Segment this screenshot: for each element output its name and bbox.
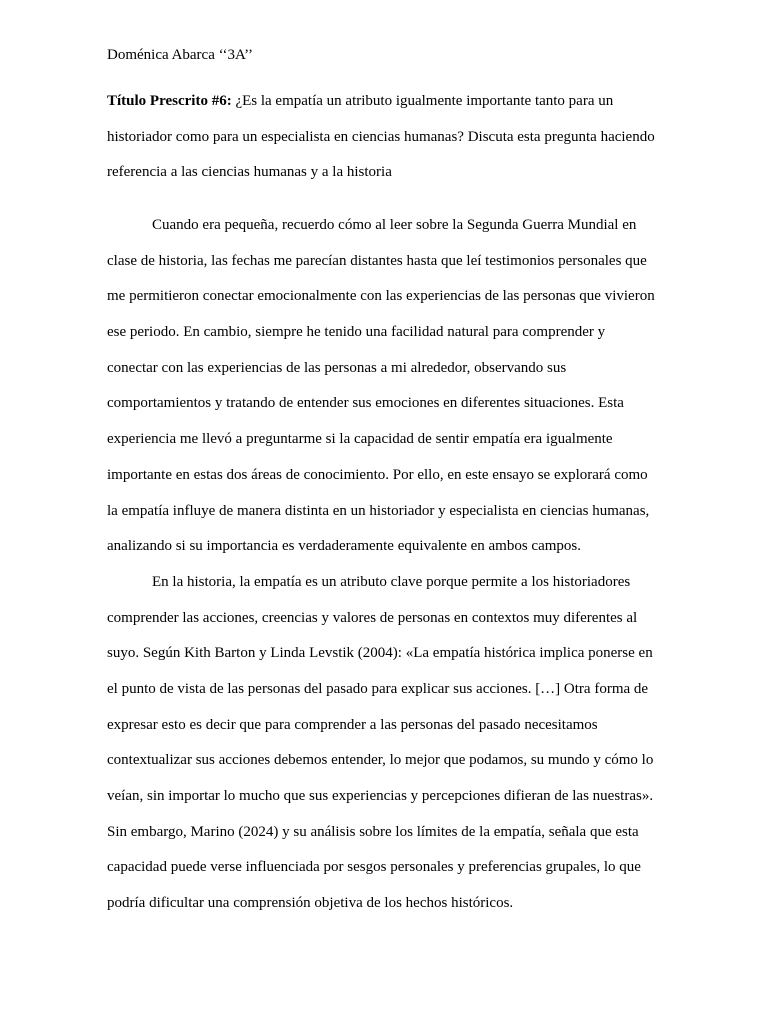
paragraph-line: experiencia me llevó a preguntarme si la capacidad de sentir empatía era igualmente: [107, 431, 613, 448]
title-line: [107, 87, 667, 123]
paragraph-line: En la historia, la empatía es un atributo clave porque permite a los historiadores: [152, 573, 631, 590]
paragraph-2: [107, 568, 667, 925]
paragraph-line: Sin embargo, Marino (2024) y su análisis sobre los límites de la empatía, señala que esta: [107, 823, 639, 840]
title-line: historiador como para un especialista en ciencias humanas? Discuta esta pregunta haciendo: [107, 128, 655, 145]
title-label: Título Prescrito #6:: [107, 93, 232, 109]
title-text: ¿Es la empatía un atributo igualmente importante tanto para un: [231, 93, 614, 109]
paragraph-line: clase de historia, las fechas me parecían distantes hasta que leí testimonios personales que: [107, 252, 647, 269]
paragraph-line: la empatía influye de manera distinta en un historiador y especialista en ciencias humanas,: [107, 502, 650, 519]
paragraph-line: analizando si su importancia es verdaderamente equivalente en ambos campos.: [107, 538, 581, 555]
author-line: Doménica Abarca ‘‘3A’’: [107, 47, 254, 63]
paragraph-1: [107, 211, 667, 568]
paragraph-line: el punto de vista de las personas del pasado para explicar sus acciones. […] Otra forma de: [107, 680, 649, 697]
essay-body: [107, 211, 667, 925]
paragraph-line: importante en estas dos áreas de conocimiento. Por ello, en este ensayo se explorará como: [107, 466, 648, 483]
paragraph-line: contextualizar sus acciones debemos entender, lo mejor que podamos, su mundo y cómo lo: [107, 752, 654, 769]
paragraph-line: conectar con las experiencias de las personas a mi alrededor, observando sus: [107, 359, 567, 376]
paragraph-line: Cuando era pequeña, recuerdo cómo al leer sobre la Segunda Guerra Mundial en: [152, 217, 637, 233]
paragraph-line: suyo. Según Kith Barton y Linda Levstik (2004): «La empatía histórica implica ponerse en: [107, 645, 653, 662]
paragraph-line: veían, sin importar lo mucho que sus experiencias y percepciones difieran de las nuestras».: [107, 788, 654, 804]
prescribed-title: [107, 87, 667, 194]
paragraph-line: expresar esto es decir que para comprender a las personas del pasado necesitamos: [107, 716, 598, 733]
paragraph-line: comportamientos y tratando de entender sus emociones en diferentes situaciones. Esta: [107, 395, 624, 412]
paragraph-line: podría dificultar una comprensión objetiva de los hechos históricos.: [107, 895, 514, 912]
paragraph-line: me permitieron conectar emocionalmente con las experiencias de las personas que vivieron: [107, 288, 655, 305]
paragraph-line: comprender las acciones, creencias y valores de personas en contextos muy diferentes al: [107, 609, 638, 626]
paragraph-line: ese periodo. En cambio, siempre he tenido una facilidad natural para comprender y: [107, 324, 606, 341]
title-line: referencia a las ciencias humanas y a la historia: [107, 164, 392, 181]
paragraph-line: capacidad puede verse influenciada por sesgos personales y preferencias grupales, lo que: [107, 859, 641, 876]
